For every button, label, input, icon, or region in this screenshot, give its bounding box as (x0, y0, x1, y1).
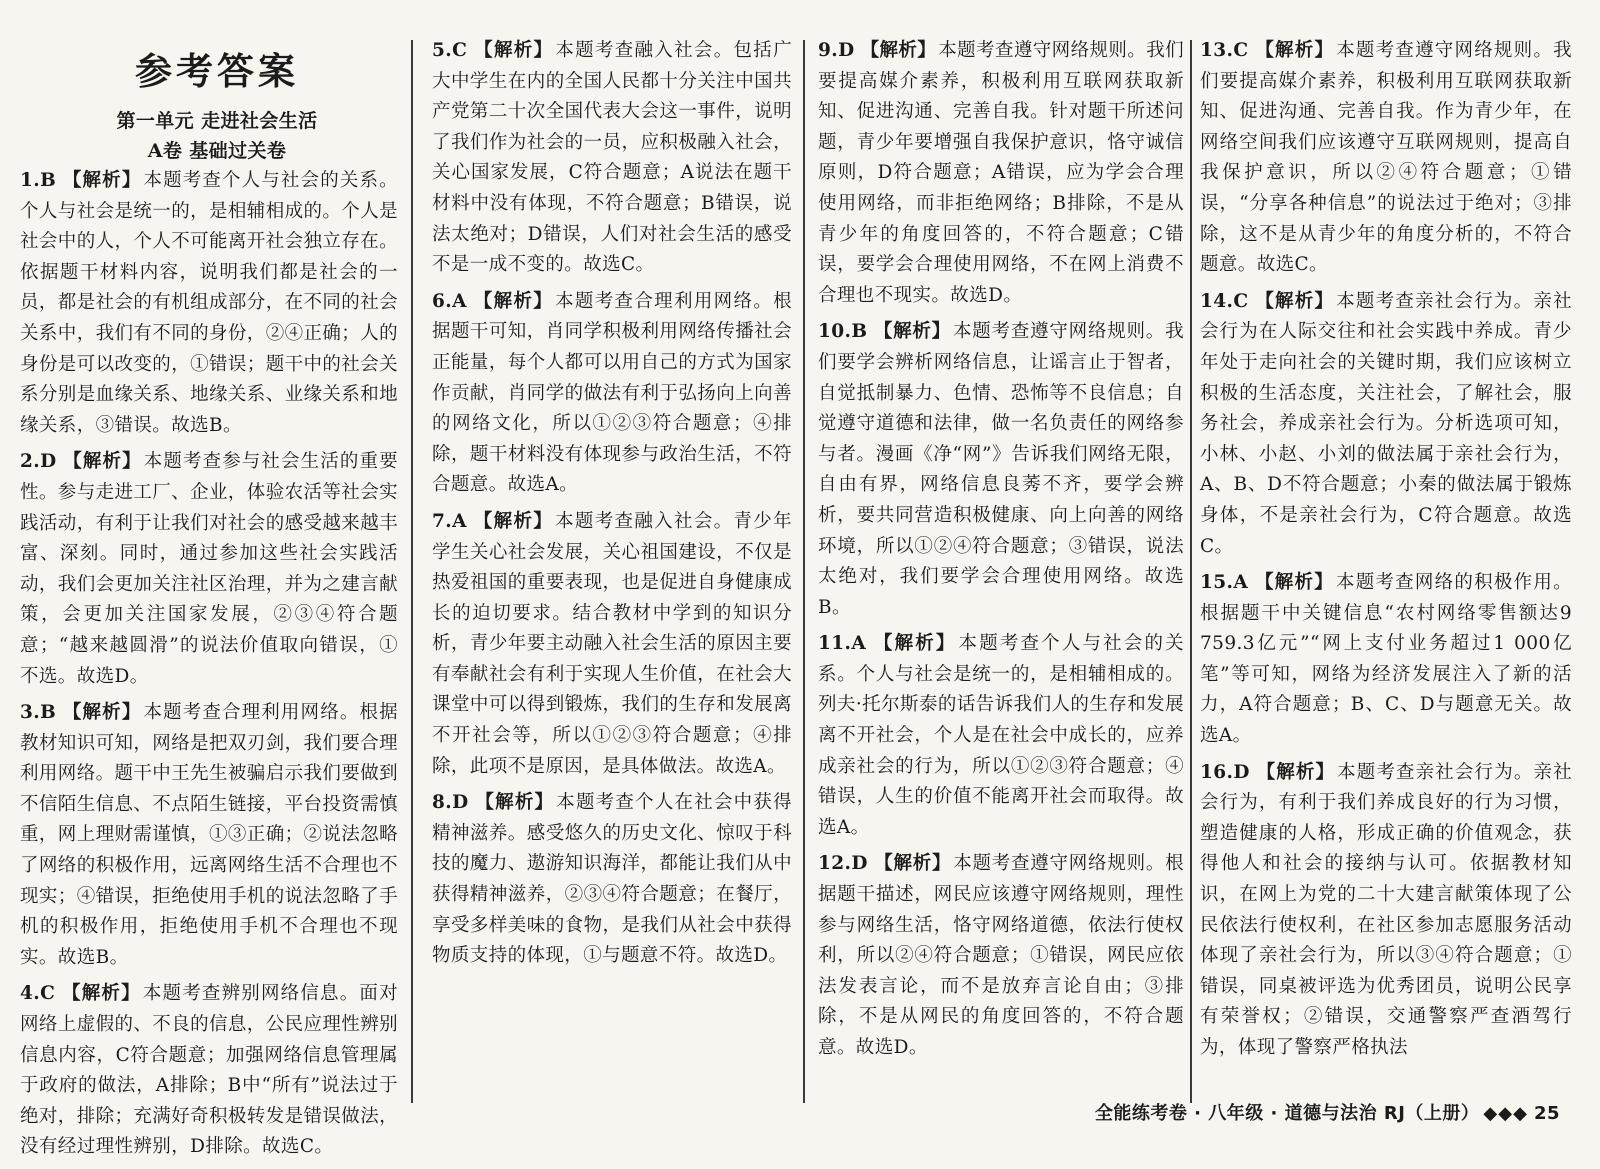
analysis-tag: 【解析】 (1254, 40, 1335, 61)
answer-item-16 (1200, 758, 1572, 1064)
book-title: 全能练考卷 · 八年级 · 道德与法治 RJ（上册） (1094, 1103, 1480, 1124)
answer-letter: B (851, 321, 868, 343)
column-4 (1200, 36, 1572, 1070)
answer-item-7 (432, 507, 792, 782)
column-divider (411, 40, 413, 1103)
question-number: 2. (20, 451, 41, 473)
analysis-tag: 【解析】 (1254, 572, 1334, 594)
answer-item-8 (432, 788, 792, 972)
page-footer (1095, 1099, 1560, 1125)
analysis-tag: 【解析】 (473, 40, 554, 61)
diamond-decoration-icon: ◆◆◆ (1483, 1103, 1528, 1124)
analysis-text: 本题考查个人在社会中获得精神滋养。感受悠久的历史文化、惊叹于科技的魔力、遨游知识海洋，都能让我们从中获得精神滋养，②③④符合题意；在餐厅，享受多样美味的食物，是我们从社会中获得物质支持的体现，①与题意不符。故选D。 (432, 792, 792, 967)
analysis-tag: 【解析】 (472, 290, 554, 312)
question-number: 15. (1200, 572, 1234, 594)
column-divider (1190, 40, 1192, 1103)
answer-letter: B (40, 702, 57, 724)
analysis-text: 本题考查个人与社会的关系。个人与社会是统一的，是相辅相成的。个人是社会中的人，个人不可能离开社会独立存在。依据题干材料内容，说明我们都是社会的一员，都是社会的有机组成部分，在不同的社会关系中，我们有不同的身份，②④正确；人的身份是可以改变的，①错误；题干中的社会关系分别是血缘关系、地缘关系、业缘关系和地缘关系，③错误。故选B。 (20, 170, 399, 436)
answer-item-10 (818, 317, 1184, 623)
answer-item-14 (1200, 287, 1572, 562)
analysis-tag: 【解析】 (873, 321, 951, 343)
analysis-text: 本题考查遵守网络规则。根据题干描述，网民应该遵守网络规则，理性参与网络生活，恪守网络道德，依法行使权利，所以②④符合题意；①错误，网民应依法发表言论，而不是放弃言论自由；③排除，不是从网民的角度回答的，不符合题意。故选D。 (818, 853, 1184, 1058)
analysis-tag: 【解析】 (62, 702, 142, 724)
analysis-text: 本题考查遵守网络规则。我们要学会辨析网络信息，让谣言止于智者，自觉抵制暴力、色情、恐怖等不良信息；自觉遵守道德和法律，做一名负责任的网络参与者。漫画《净“网”》告诉我们网络无限，自由有界，网络信息良莠不齐，要学会辨析，要共同营造积极健康、向上向善的网络环境，所以①②④符合题意；③错误，说法太绝对，我们要学会合理使用网络。故选B。 (818, 321, 1184, 618)
answer-letter: A (452, 290, 467, 312)
analysis-tag: 【解析】 (1254, 290, 1335, 312)
question-number: 9. (818, 40, 839, 61)
analysis-tag: 【解析】 (860, 40, 937, 61)
question-number: 3. (20, 702, 41, 724)
question-number: 5. (432, 40, 453, 61)
question-number: 16. (1200, 761, 1234, 783)
answer-letter: C (1233, 290, 1249, 312)
analysis-tag: 【解析】 (61, 983, 141, 1005)
answer-letter: D (40, 451, 57, 473)
answer-letter: A (851, 633, 867, 655)
answer-item-5 (432, 36, 792, 281)
answer-letter: C (1233, 40, 1249, 61)
question-number: 10. (818, 321, 852, 343)
analysis-text: 本题考查合理利用网络。根据题干可知，肖同学积极利用网络传播社会正能量，每个人都可以用自己的方式为国家作贡献，肖同学的做法有利于弘扬向上向善的网络文化，所以①②③符合题意；④排除，题干材料没有体现参与政治生活，不符合题意。故选A。 (432, 290, 792, 496)
analysis-tag: 【解析】 (62, 451, 142, 473)
answer-item-15 (1200, 568, 1572, 752)
page-number: 25 (1533, 1103, 1560, 1124)
answer-item-6 (432, 287, 792, 501)
answer-item-13 (1200, 36, 1572, 281)
answer-letter: A (452, 510, 467, 532)
analysis-text: 本题考查参与社会生活的重要性。参与走进工厂、企业，体验农活等社会实践活动，有利于让我们对社会的感受越来越丰富、深刻。同时，通过参加这些社会实践活动，我们会更加关注社区治理，并为之建言献策，会更加关注国家发展，②③④符合题意；“越来越圆滑”的说法价值取向错误，①不选。故选D。 (20, 451, 399, 687)
question-number: 14. (1200, 290, 1234, 312)
analysis-tag: 【解析】 (872, 633, 957, 655)
question-number: 11. (818, 633, 852, 655)
analysis-text: 本题考查网络的积极作用。根据题干中关键信息“农村网络零售额达9 759.3亿元”“网上支付业务超过1 000亿笔”等可知，网络为经济发展注入了新的活力，A符合题意；B、C、D与题意无关。故选A。 (1200, 572, 1572, 747)
answer-item-12 (818, 849, 1184, 1063)
analysis-text: 本题考查合理利用网络。根据教材知识可知，网络是把双刃剑，我们要合理利用网络。题干中王先生被骗启示我们要做到不信陌生信息、不点陌生链接，平台投资需慎重，网上理财需谨慎，①③正确；②说法忽略了网络的积极作用，远离网络生活不合理也不现实；④错误，拒绝使用手机的说法忽略了手机的积极作用，拒绝使用手机不合理也不现实。故选B。 (20, 702, 399, 968)
analysis-tag: 【解析】 (474, 792, 555, 814)
analysis-tag: 【解析】 (1255, 761, 1336, 783)
question-number: 1. (20, 170, 41, 191)
analysis-tag: 【解析】 (62, 170, 142, 191)
column-2 (432, 36, 792, 978)
analysis-text: 本题考查融入社会。青少年学生关心社会发展，关心祖国建设，不仅是热爱祖国的重要表现，也是促进自身健康成长的迫切要求。结合教材中学到的知识分析，青少年要主动融入社会生活的原因主要有奉献社会有利于实现人生价值，在社会大课堂中可以得到锻炼，我们的生存和发展离不开社会等，所以①②③符合题意；④排除，此项不是原因，是具体做法。故选A。 (432, 510, 792, 777)
page-title: 参考答案 (135, 49, 299, 93)
analysis-tag: 【解析】 (873, 853, 952, 875)
section-title: A卷 基础过关卷 (147, 140, 287, 162)
analysis-text: 本题考查遵守网络规则。我们要提高媒介素养，积极利用互联网获取新知、促进沟通、完善自我。针对题干所述问题，青少年要增强自我保护意识，恪守诚信原则，D符合题意；A错误，应为学会合理使用网络，而非拒绝网络；B排除，不是从青少年的角度回答的，不符合题意；C错误，要学会合理使用网络，不在网上消费不合理也不现实。故选D。 (818, 40, 1184, 306)
analysis-text: 本题考查个人与社会的关系。个人与社会是统一的，是相辅相成的。列夫·托尔斯泰的话告诉我们人的生存和发展离不开社会，个人是在社会中成长的，应养成亲社会的行为，所以①②③符合题意；④错误，人生的价值不能离开社会而取得。故选A。 (818, 633, 1184, 838)
answer-item-3 (20, 698, 398, 973)
analysis-text: 本题考查亲社会行为。亲社会行为在人际交往和社会实践中养成。青少年处于走向社会的关键时期，我们应该树立积极的生活态度，关注社会，了解社会，服务社会，养成亲社会行为。分析选项可知，小林、小赵、小刘的做法属于亲社会行为，A、B、D不符合题意；小秦的做法属于锻炼身体，不是亲社会行为，C符合题意。故选C。 (1200, 290, 1572, 557)
analysis-tag: 【解析】 (472, 510, 554, 532)
analysis-text: 本题考查融入社会。包括广大中学生在内的全国人民都十分关注中国共产党第二十次全国代表大会这一事件，说明了我们作为社会的一员，应积极融入社会，关心国家发展，C符合题意；A说法在题干材料中没有体现，不符合题意；B错误，说法太绝对；D错误，人们对社会生活的感受不是一成不变的。故选C。 (432, 40, 792, 276)
analysis-text: 本题考查遵守网络规则。我们要提高媒介素养，积极利用互联网获取新知、促进沟通、完善自我。作为青少年，在网络空间我们应该遵守互联网规则，提高自我保护意识，所以②④符合题意；①错误，“分享各种信息”的说法过于绝对；③排除，这不是从青少年的角度分析的，不符合题意。故选C。 (1200, 40, 1572, 276)
answer-letter: B (40, 170, 57, 191)
analysis-text: 本题考查辨别网络信息。面对网络上虚假的、不良的信息，公民应理性辨别信息内容，C符合题意；加强网络信息管理属于政府的做法，A排除；B中“所有”说法过于绝对，排除；充满好奇积极转发是错误做法，没有经过理性辨别，D排除。故选C。 (20, 983, 399, 1158)
question-number: 12. (818, 853, 852, 875)
question-number: 8. (432, 792, 453, 814)
answer-letter: D (838, 40, 855, 61)
answer-letter: A (1233, 572, 1249, 594)
column-1 (20, 36, 398, 1169)
answer-letter: D (851, 853, 868, 875)
column-divider (803, 40, 805, 1103)
answer-letter: D (452, 792, 469, 814)
answer-item-2 (20, 447, 398, 692)
answer-item-9 (818, 36, 1184, 311)
answer-letter: C (40, 983, 56, 1005)
question-number: 7. (432, 510, 453, 532)
answer-item-1 (20, 166, 398, 441)
column-3 (818, 36, 1184, 1070)
unit-title: 第一单元 走进社会生活 (116, 110, 318, 132)
answer-letter: D (1233, 761, 1250, 783)
answer-item-4 (20, 979, 398, 1163)
question-number: 4. (20, 983, 41, 1005)
question-number: 6. (432, 290, 453, 312)
answer-letter: C (452, 40, 468, 61)
question-number: 13. (1200, 40, 1234, 61)
answer-item-11 (818, 629, 1184, 843)
analysis-text: 本题考查亲社会行为。亲社会行为，有利于我们养成良好的行为习惯，塑造健康的人格，形成正确的价值观念，获得他人和社会的接纳与认可。依据教材知识，在网上为党的二十大建言献策体现了公民依法行使权利，在社区参加志愿服务活动体现了亲社会行为，所以③④符合题意；①错误，同桌被评选为优秀团员，说明公民享有荣誉权；②错误，交通警察严查酒驾行为，体现了警察严格执法 (1200, 761, 1572, 1058)
